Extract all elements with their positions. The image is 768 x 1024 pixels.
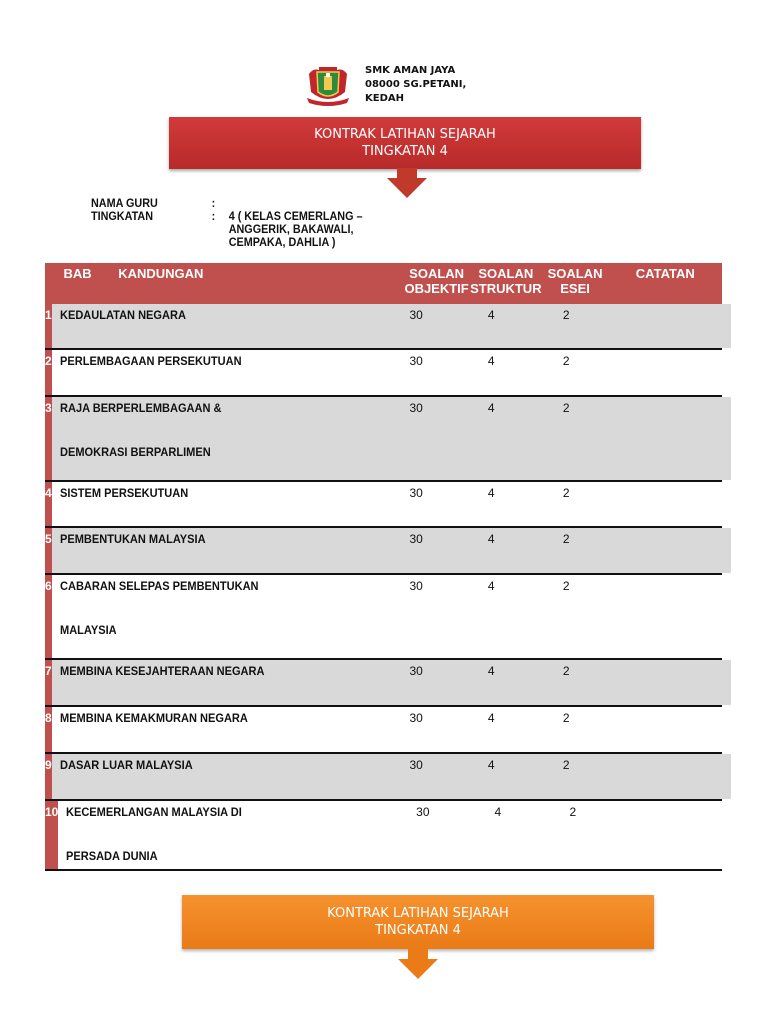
row-catatan [604,711,731,752]
school-address-line2: KEDAH [365,93,404,104]
row-objektif: 30 [409,354,423,368]
banner-top-line1: KONTRAK LATIHAN SEJARAH [314,127,496,142]
row-struktur: 4 [487,308,495,322]
row-kandungan-line1: CABARAN SELEPAS PEMBENTUKAN [59,579,259,593]
row-kandungan [58,805,385,869]
banner-bottom-line1: KONTRAK LATIHAN SEJARAH [327,906,509,921]
row-bab: 6 [45,575,52,658]
header-objektif [403,263,470,304]
row-struktur: 4 [487,758,495,772]
table-row [45,754,722,801]
row-kandungan-line1: RAJA BERPERLEMBAGAAN & [59,401,222,415]
tingkatan-colon: : [211,209,216,223]
header-bab: BAB [63,266,92,281]
row-kandungan-line1: PEMBENTUKAN MALAYSIA [59,532,206,546]
row-esei: 2 [562,486,570,500]
row-struktur: 4 [487,401,495,415]
row-catatan [604,401,731,480]
row-bab: 9 [45,754,52,799]
school-header [305,62,466,108]
row-esei: 2 [562,579,570,593]
school-address-line1: 08000 SG.PETANI, [365,79,467,90]
tingkatan-value-line3: CEMPAKA, DAHLIA ) [228,235,336,249]
row-objektif: 30 [409,579,423,593]
row-catatan [604,486,731,526]
table-row [45,397,722,482]
row-kandungan-line1: KECEMERLANGAN MALAYSIA DI [66,805,243,819]
table-row [45,707,722,754]
header-esei-line1: SOALAN [547,266,603,281]
guru-colon: : [211,196,216,210]
row-kandungan [52,579,379,658]
row-kandungan-line2: MALAYSIA [59,623,117,637]
row-esei: 2 [562,532,570,546]
row-esei: 2 [562,401,570,415]
banner-bottom-line2: TINGKATAN 4 [375,923,461,938]
table-row [45,304,722,350]
title-banner-bottom [182,895,654,949]
syllabus-table [45,263,722,871]
header-struktur-line1: SOALAN [478,266,534,281]
row-kandungan-line1: PERLEMBAGAAN PERSEKUTUAN [59,354,242,368]
arrow-down-icon [387,168,427,198]
row-kandungan-line2: PERSADA DUNIA [66,849,158,863]
header-esei [542,263,609,304]
row-bab: 8 [45,707,52,752]
row-esei: 2 [562,758,570,772]
row-catatan [604,758,731,799]
row-struktur: 4 [487,532,495,546]
header-esei-line2: ESEI [560,281,590,296]
row-kandungan [52,308,379,348]
row-kandungan [52,401,379,480]
row-esei: 2 [562,354,570,368]
header-struktur-line2: STRUKTUR [470,281,542,296]
guru-label: NAMA GURU [91,196,158,210]
header-catatan: CATATAN [635,266,695,281]
row-catatan [604,354,731,395]
row-catatan [610,805,737,869]
row-kandungan [52,486,379,526]
row-kandungan [52,354,379,395]
table-row [45,660,722,707]
tingkatan-label: TINGKATAN [91,209,154,223]
row-objektif: 30 [416,805,430,819]
school-name: SMK AMAN JAYA [365,65,456,76]
row-struktur: 4 [487,486,495,500]
row-kandungan-line1: MEMBINA KEMAKMURAN NEGARA [59,711,248,725]
info-block [91,197,400,249]
table-header [45,263,722,304]
row-struktur: 4 [487,711,495,725]
row-objektif: 30 [409,711,423,725]
row-objektif: 30 [409,758,423,772]
banner-top-line2: TINGKATAN 4 [362,144,448,159]
row-kandungan-line1: KEDAULATAN NEGARA [59,308,186,322]
row-kandungan [52,532,379,573]
header-kandungan: KANDUNGAN [118,266,204,281]
school-crest-icon [305,62,351,108]
table-body [45,304,722,871]
tingkatan-value-line2: ANGGERIK, BAKAWALI, [228,222,354,236]
row-bab: 4 [45,482,52,526]
row-struktur: 4 [487,354,495,368]
header-objektif-line2: OBJEKTIF [404,281,469,296]
title-banner-top [169,117,641,169]
row-bab: 10 [45,801,58,869]
row-kandungan-line1: DASAR LUAR MALAYSIA [59,758,193,772]
row-bab: 3 [45,397,52,480]
table-row [45,482,722,528]
row-esei: 2 [569,805,577,819]
row-kandungan-line2: DEMOKRASI BERPARLIMEN [59,445,211,459]
row-bab: 5 [45,528,52,573]
row-struktur: 4 [494,805,502,819]
info-row-tingkatan [91,210,400,249]
arrow-down-icon [398,949,438,979]
table-row [45,350,722,397]
row-esei: 2 [562,711,570,725]
row-objektif: 30 [409,308,423,322]
row-catatan [604,579,731,658]
row-catatan [604,664,731,705]
row-bab: 7 [45,660,52,705]
row-catatan [604,308,731,348]
row-objektif: 30 [409,401,423,415]
table-row [45,575,722,660]
row-objektif: 30 [409,486,423,500]
row-kandungan [52,758,379,799]
row-kandungan-line1: MEMBINA KESEJAHTERAAN NEGARA [59,664,265,678]
row-bab: 1 [45,304,52,348]
row-catatan [604,532,731,573]
row-objektif: 30 [409,664,423,678]
row-struktur: 4 [487,579,495,593]
row-kandungan [52,664,379,705]
row-kandungan-line1: SISTEM PERSEKUTUAN [59,486,188,500]
row-bab: 2 [45,350,52,395]
row-esei: 2 [562,664,570,678]
tingkatan-value-line1: 4 ( KELAS CEMERLANG – [228,209,363,223]
table-row [45,801,722,871]
row-kandungan [52,711,379,752]
header-struktur [470,263,542,304]
table-row [45,528,722,575]
row-objektif: 30 [409,532,423,546]
row-struktur: 4 [487,664,495,678]
header-objektif-line1: SOALAN [409,266,465,281]
row-esei: 2 [562,308,570,322]
